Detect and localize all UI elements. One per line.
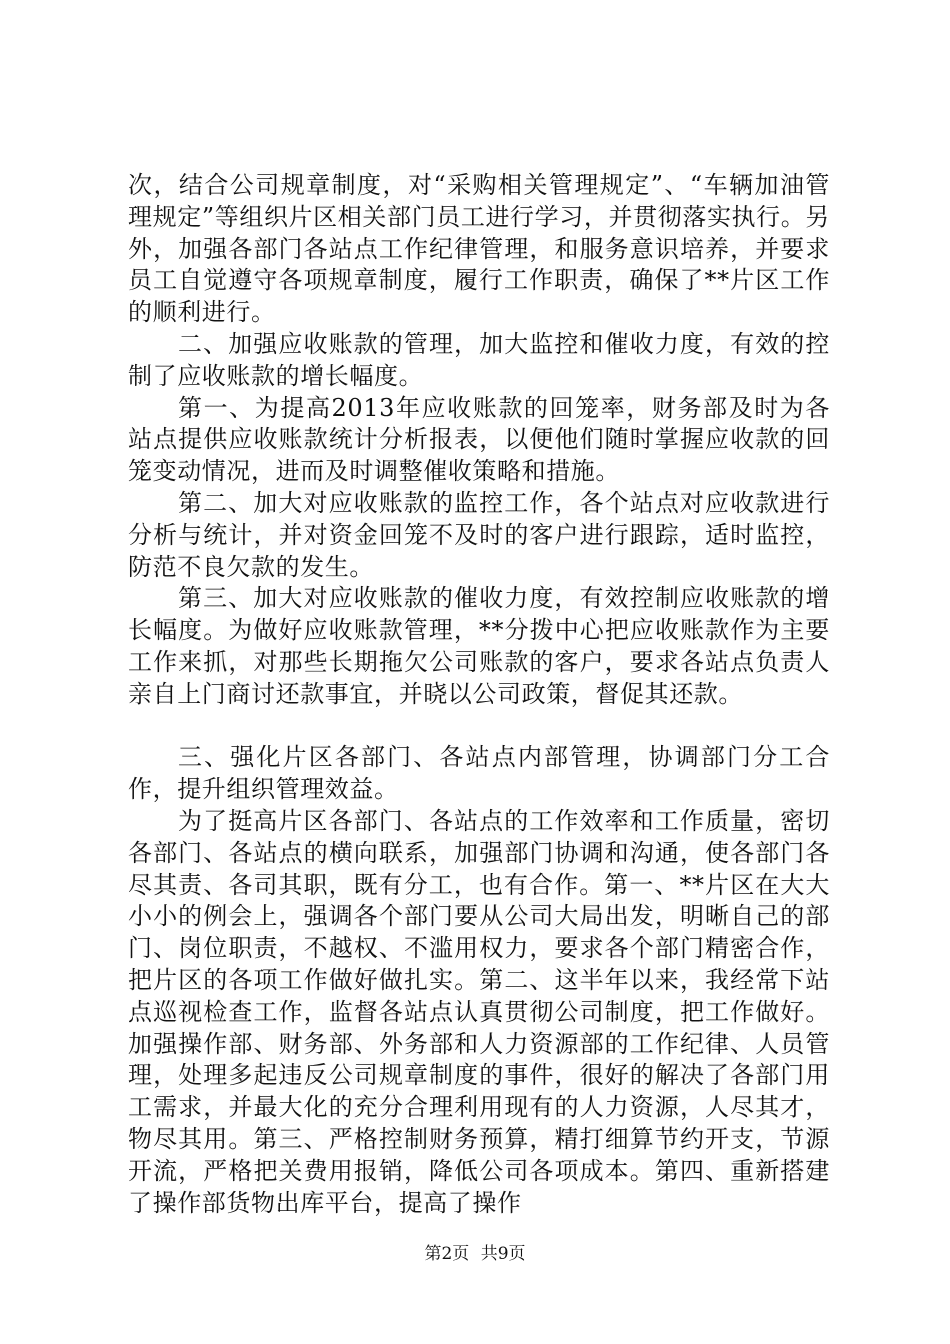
paragraph-internal-management: 为了挺高片区各部门、各站点的工作效率和工作质量，密切各部门、各站点的横向联系，加强部门协调和沟通，使各部门各尽其责、各司其职，既有分工，也有合作。第一、**片区在大大小小的例会上，强调各个部门要从公司大局出发，明晰自己的部门、岗位职责，不越权、不滥用权力，要求各个部门精密合作，把片区的各项工作做好做扎实。第二、这半年以来，我经常下站点巡视检查工作，监督各站点认真贯彻公司制度，把工作做好。加强操作部、财务部、外务部和人力资源部的工作纪律、人员管理，处理多起违反公司规章制度的事件，很好的解决了各部门用工需求，并最大化的充分合理利用现有的人力资源，人尽其才，物尽其用。第三、严格控制财务预算，精打细算节约开支，节源开流，严格把关费用报销，降低公司各项成本。第四、重新搭建了操作部货物出库平台，提高了操作 (128, 806, 830, 1217)
paragraph-second-measure: 第二、加大对应收账款的监控工作，各个站点对应收款进行分析与统计，并对资金回笼不及时的客户进行跟踪，适时监控，防范不良欠款的发生。 (128, 488, 830, 581)
section-heading-receivables: 二、加强应收账款的管理，加大监控和催收力度，有效的控制了应收账款的增长幅度。 (128, 329, 830, 390)
paragraph-third-measure: 第三、加大对应收账款的催收力度，有效控制应收账款的增长幅度。为做好应收账款管理，**分拨中心把应收账款作为主要工作来抓，对那些长期拖欠公司账款的客户，要求各站点负责人亲自上门商讨还款事宜，并晓以公司政策，督促其还款。 (128, 584, 830, 708)
page-footer (0, 1244, 950, 1264)
section-heading-internal-management: 三、强化片区各部门、各站点内部管理，协调部门分工合作，提升组织管理效益。 (128, 743, 830, 804)
paragraph-first-measure: 第一、为提高2013年应收账款的回笼率，财务部及时为各站点提供应收账款统计分析报表，以便他们随时掌握应收款的回笼变动情况，进而及时调整催收策略和措施。 (128, 393, 830, 486)
page-number: 第2页 (424, 1244, 470, 1264)
page-total: 共9页 (480, 1244, 526, 1264)
paragraph-continuation: 次，结合公司规章制度，对“采购相关管理规定”、“车辆加油管理规定”等组织片区相关部门员工进行学习，并贯彻落实执行。另外，加强各部门各站点工作纪律管理，和服务意识培养，并要求员工自觉遵守各项规章制度，履行工作职责，确保了**片区工作的顺利进行。 (128, 171, 830, 327)
document-body (128, 170, 830, 1219)
